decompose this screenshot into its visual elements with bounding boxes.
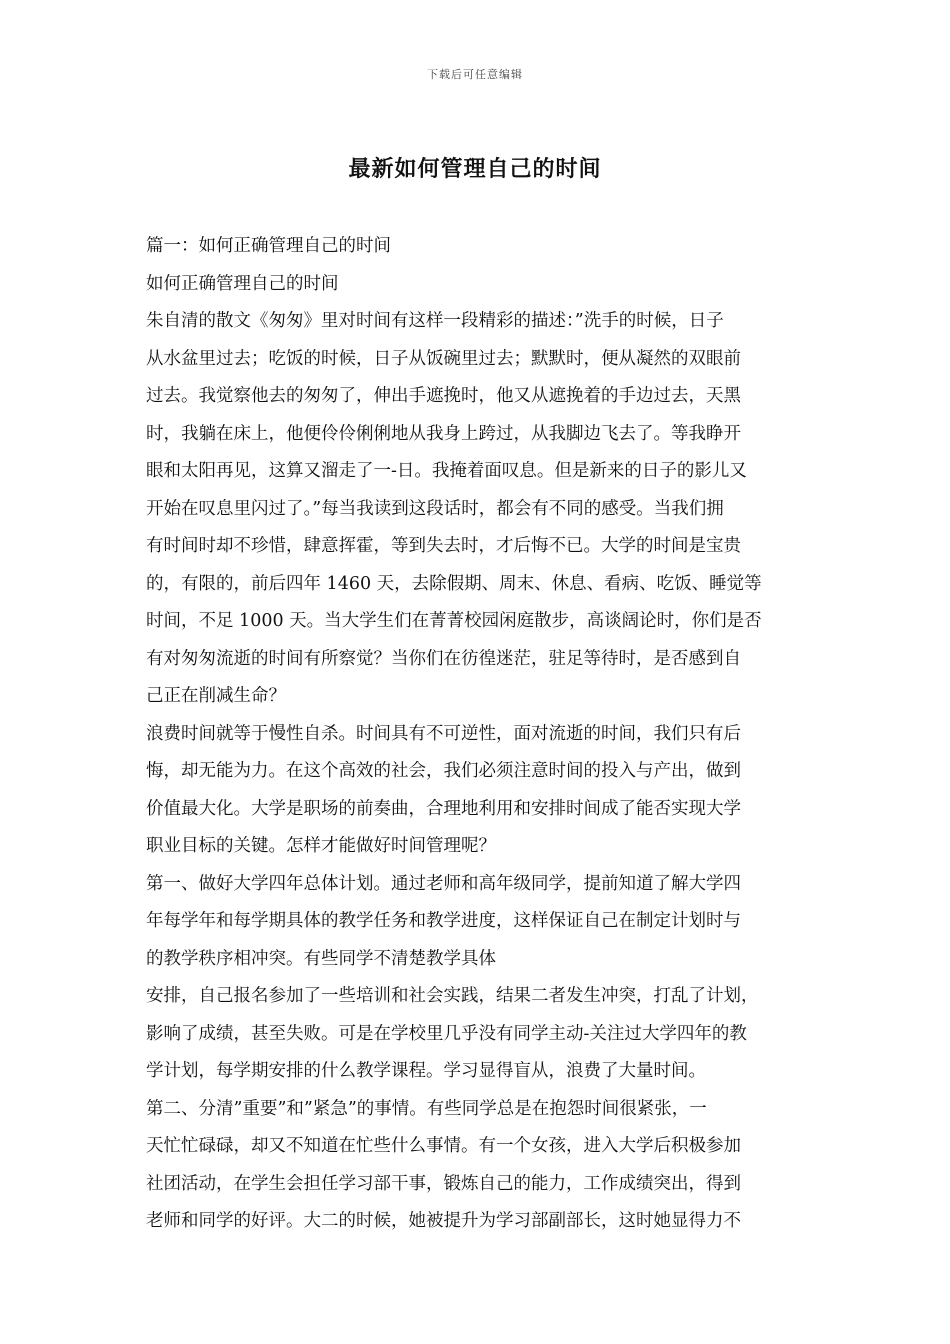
body-line: 眼和太阳再见，这算又溜走了一-日。我掩着面叹息。但是新来的日子的影儿又 (146, 461, 747, 481)
body-line: 有对匆匆流逝的时间有所察觉？当你们在彷徨迷茫，驻足等待时，是否感到自 (146, 648, 741, 669)
page-header-note: 下载后可任意编辑 (427, 68, 523, 81)
body-line: 浪费时间就等于慢性自杀。时间具有不可逆性，面对流逝的时间，我们只有后 (146, 723, 741, 744)
body-line: 职业目标的关键。怎样才能做好时间管理呢？ (146, 836, 496, 856)
body-line: 己正在削减生命？ (146, 686, 286, 706)
body-line: 有时间时却不珍惜，肆意挥霍，等到失去时，才后悔不已。大学的时间是宝贵 (146, 536, 741, 556)
body-line: 第一、做好大学四年总体计划。通过老师和高年级同学，提前知道了解大学四 (146, 873, 741, 894)
body-line: 天忙忙碌碌，却又不知道在忙些什么事情。有一个女孩，进入大学后积极参加 (146, 1136, 741, 1156)
body-line: 安排，自己报名参加了一些培训和社会实践，结果二者发生冲突，打乱了计划， (146, 986, 759, 1006)
body-line: 时间，不足 1000 天。当大学生们在菁菁校园闲庭散步，高谈阔论时，你们是否 (146, 611, 762, 631)
body-line: 如何正确管理自己的时间 (146, 273, 339, 294)
document-body (146, 228, 810, 1241)
body-line: 价值最大化。大学是职场的前奏曲，合理地利用和安排时间成了能否实现大学 (146, 798, 741, 819)
body-line: 开始在叹息里闪过了。”每当我读到这段话时，都会有不同的感受。当我们拥 (146, 498, 724, 519)
body-line: 过去。我觉察他去的匆匆了，伸出手遮挽时，他又从遮挽着的手边过去，天黑 (146, 386, 741, 406)
body-line: 社团活动，在学生会担任学习部干事，锻炼自己的能力，工作成绩突出，得到 (146, 1173, 741, 1194)
body-line: 悔，却无能为力。在这个高效的社会，我们必须注意时间的投入与产出，做到 (146, 761, 741, 781)
body-line: 时，我躺在床上，他便伶伶俐俐地从我身上跨过，从我脚边飞去了。等我睁开 (146, 423, 741, 444)
body-line: 的，有限的，前后四年 1460 天，去除假期、周末、休息、看病、吃饭、睡觉等 (146, 573, 762, 594)
document-title: 最新如何管理自己的时间 (348, 156, 602, 182)
body-line: 朱自清的散文《匆匆》里对时间有这样一段精彩的描述：”洗手的时候，日子 (146, 311, 724, 331)
body-line: 第二、分清”重要”和”紧急”的事情。有些同学总是在抱怨时间很紧张，一 (146, 1098, 707, 1119)
body-line: 老师和同学的好评。大二的时候，她被提升为学习部副部长，这时她显得力不 (146, 1211, 741, 1231)
body-line: 从水盆里过去；吃饭的时候，日子从饭碗里过去；默默时，便从凝然的双眼前 (146, 348, 741, 369)
body-line: 篇一：如何正确管理自己的时间 (146, 236, 391, 256)
body-line: 学计划，每学期安排的什么教学课程。学习显得盲从，浪费了大量时间。 (146, 1061, 706, 1081)
body-line: 的教学秩序相冲突。有些同学不清楚教学具体 (146, 948, 496, 969)
body-line: 影响了成绩，甚至失败。可是在学校里几乎没有同学主动-关注过大学四年的教 (146, 1023, 747, 1044)
body-line: 年每学年和每学期具体的教学任务和教学进度，这样保证自己在制定计划时与 (146, 911, 741, 931)
